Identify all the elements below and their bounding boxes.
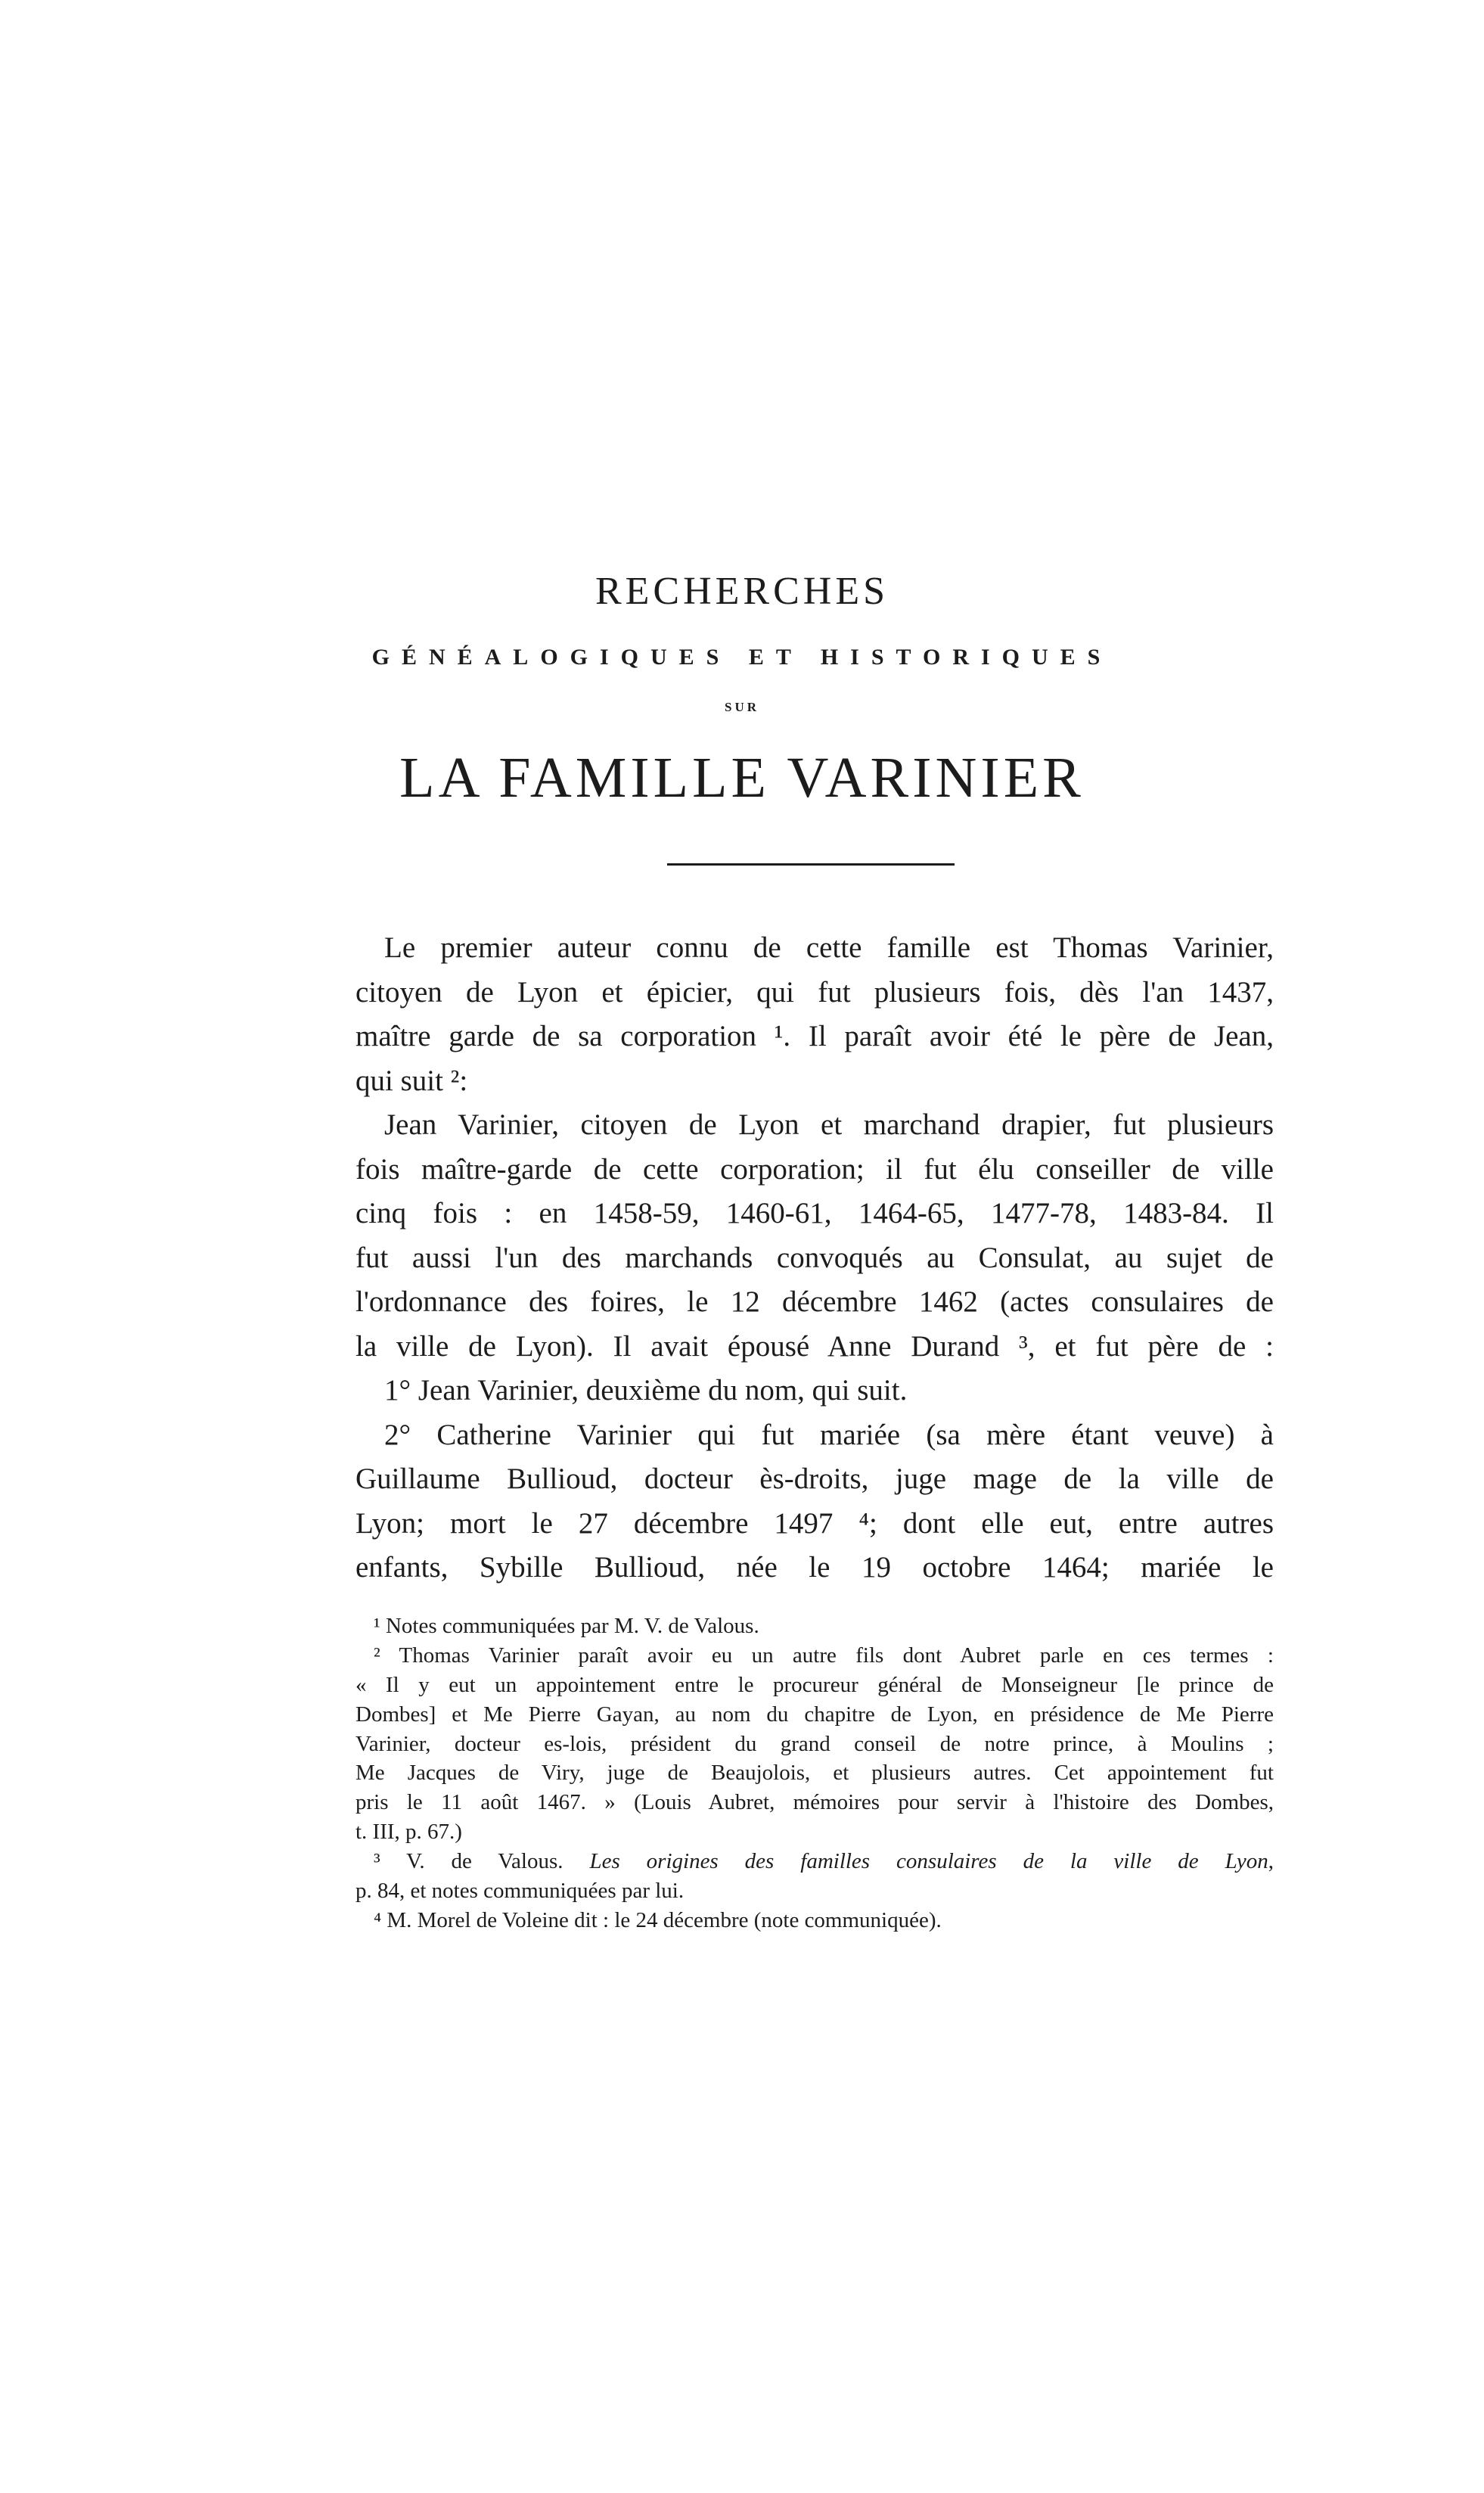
body-line: l'ordonnance des foires, le 12 décembre 1462 (actes consulaires de — [355, 1285, 1274, 1318]
body-line: citoyen de Lyon et épicier, qui fut plusieurs fois, dès l'an 1437, — [355, 975, 1274, 1009]
footnote-2-line: Varinier, docteur es-lois, président du grand conseil de notre prince, à Moulins ; — [355, 1731, 1274, 1756]
body-line: fois maître-garde de cette corporation; il fut élu conseiller de ville — [355, 1152, 1274, 1186]
page-subtitle: GÉNÉALOGIQUES ET HISTORIQUES — [371, 645, 1113, 670]
footnote-3-prefix: ³ V. de Valous. — [374, 1849, 590, 1874]
footnote-4: ⁴ M. Morel de Voleine dit : le 24 décembre (note communiquée). — [374, 1907, 942, 1932]
body-line: maître garde de sa corporation ¹. Il paraît avoir été le père de Jean, — [355, 1020, 1274, 1052]
body-line: enfants, Sybille Bullioud, née le 19 octobre 1464; mariée le — [355, 1551, 1274, 1584]
footnote-2-line: « Il y eut un appointement entre le procureur général de Monseigneur [le prince de — [355, 1672, 1274, 1697]
footnote-3-line: p. 84, et notes communiquées par lui. — [355, 1879, 685, 1904]
body-line: Lyon; mort le 27 décembre 1497 ⁴; dont elle eut, entre autres — [355, 1506, 1274, 1540]
footnote-2-line: ² Thomas Varinier paraît avoir eu un autre fils dont Aubret parle en ces termes : — [374, 1643, 1274, 1668]
footnote-2-line: Dombes] et Me Pierre Gayan, au nom du chapitre de Lyon, en présidence de Me Pierre — [355, 1702, 1274, 1727]
body-line: 2° Catherine Varinier qui fut mariée (sa mère étant veuve) à — [384, 1418, 1274, 1451]
body-line: Jean Varinier, citoyen de Lyon et marchand drapier, fut plusieurs — [384, 1108, 1274, 1141]
main-title: LA FAMILLE VARINIER — [399, 746, 1085, 810]
body-line: fut aussi l'un des marchands convoqués au Consulat, au sujet de — [355, 1241, 1274, 1274]
footnotes — [355, 1612, 1274, 1935]
title-divider — [667, 863, 955, 866]
body-line: Le premier auteur connu de cette famille est Thomas Varinier, — [384, 931, 1274, 964]
body-line: 1° Jean Varinier, deuxième du nom, qui suit. — [384, 1374, 908, 1407]
footnote-2-line: Me Jacques de Viry, juge de Beaujolois, et plusieurs autres. Cet appointement fut — [355, 1761, 1274, 1786]
footnote-2-line: pris le 11 août 1467. » (Louis Aubret, mémoires pour servir à l'histoire des Dombes, — [355, 1790, 1274, 1815]
footnote-3 — [355, 1847, 1274, 1876]
body-line: qui suit ²: — [355, 1064, 468, 1097]
body-line: la ville de Lyon). Il avait épousé Anne Durand ³, et fut père de : — [355, 1329, 1274, 1363]
title-connector: SUR — [724, 700, 759, 714]
footnote-3-suffix: , — [1268, 1849, 1274, 1874]
footnote-2-line: t. III, p. 67.) — [355, 1820, 462, 1845]
body-line: cinq fois : en 1458-59, 1460-61, 1464-65, 1477-78, 1483-84. Il — [355, 1197, 1274, 1229]
footnote-3-title: Les origines des familles consulaires de la ville de Lyon — [589, 1849, 1268, 1874]
body-line: Guillaume Bullioud, docteur ès-droits, juge mage de la ville de — [355, 1463, 1274, 1495]
body-text — [355, 926, 1274, 1590]
page-title: RECHERCHES — [595, 570, 889, 613]
footnote-1: ¹ Notes communiquées par M. V. de Valous. — [374, 1614, 759, 1638]
